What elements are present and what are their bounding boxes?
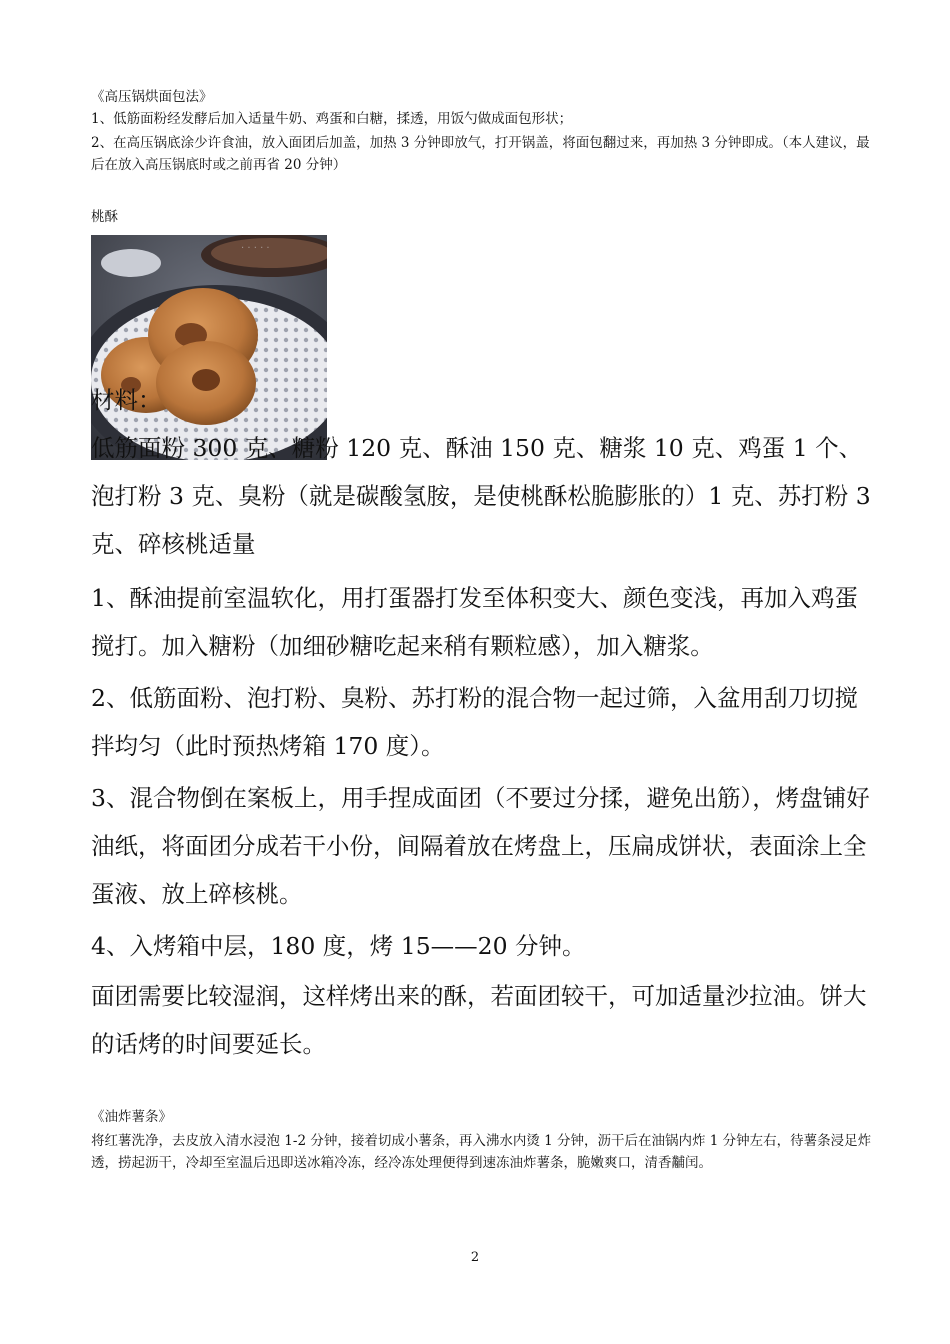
cookie-step3: 3、混合物倒在案板上，用手捏成面团（不要过分揉，避免出筋），烤盘铺好油纸，将面团分成若干小份，间隔着放在烤盘上，压扁成饼状，表面涂上全蛋液、放上碎核桃。 [91, 784, 870, 908]
section3-title: 《油炸薯条》 [91, 1109, 172, 1125]
cookie-step4: 4、入烤箱中层，180 度，烤 15——20 分钟。 [91, 932, 586, 960]
materials-label: 材料： [91, 386, 162, 414]
page-number: 2 [470, 1250, 480, 1265]
section1-title: 《高压锅烘面包法》 [91, 89, 213, 105]
cookie-step1: 1、酥油提前室温软化，用打蛋器打发至体积变大、颜色变浅，再加入鸡蛋搅打。加入糖粉（加细砂糖吃起来稍有颗粒感），加入糖浆。 [91, 584, 858, 660]
cookie-step2: 2、低筋面粉、泡打粉、臭粉、苏打粉的混合物一起过筛，入盆用刮刀切搅拌均匀（此时预热烤箱 170 度）。 [91, 684, 858, 760]
section1-step2: 2、在高压锅底涂少许食油，放入面团后加盖，加热 3 分钟即放气，打开锅盖，将面包翻过来，再加热 3 分钟即成。（本人建议，最后在放入高压锅底时或之前再省 20 分钟） [91, 135, 870, 173]
svg-text:· · · · ·: · · · · · [241, 243, 270, 254]
section3-body: 将红薯洗净，去皮放入清水浸泡 1-2 分钟，接着切成小薯条，再入沸水内烫 1 分钟，沥干后在油锅内炸 1 分钟左右，待薯条浸足炸透，捞起沥干，冷却至室温后迅即送冰箱冷冻，经冷冻处理便得到速冻油炸薯条，脆嫩爽口，清香黼闰。 [91, 1133, 872, 1171]
ingredients-text: 低筋面粉 300 克、糖粉 120 克、酥油 150 克、糖浆 10 克、鸡蛋 1 个、泡打粉 3 克、臭粉（就是碳酸氢胺，是使桃酥松脆膨胀的）1 克、苏打粉 3 克、碎核桃适量 [91, 434, 871, 558]
cookie-note: 面团需要比较湿润，这样烤出来的酥，若面团较干，可加适量沙拉油。饼大的话烤的时间要延长。 [91, 982, 867, 1058]
section1-step1: 1、低筋面粉经发酵后加入适量牛奶、鸡蛋和白糖，揉透，用饭勺做成面包形状； [91, 111, 573, 127]
section2-title: 桃酥 [91, 209, 118, 225]
